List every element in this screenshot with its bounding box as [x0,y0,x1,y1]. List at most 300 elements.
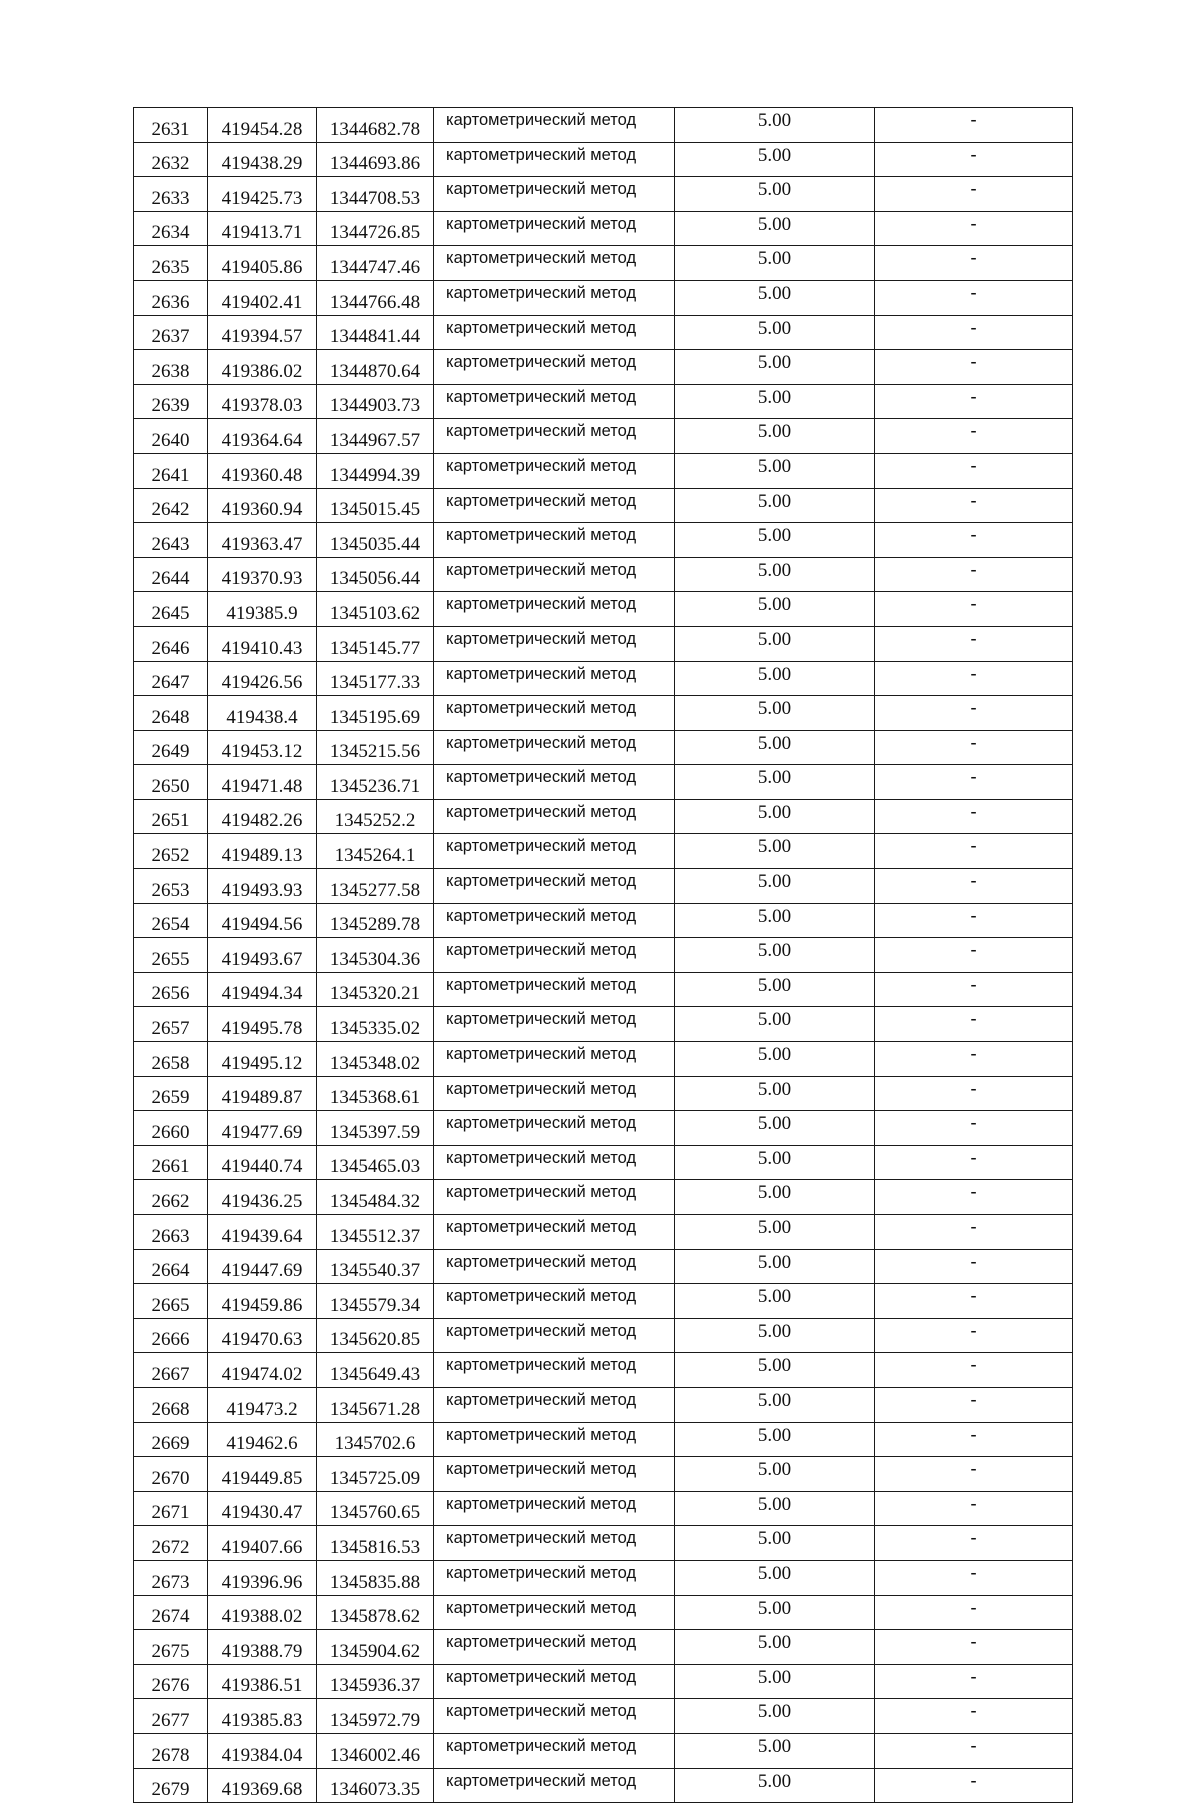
table-row [134,661,1073,696]
table-row [134,626,1073,661]
table-row [134,1733,1073,1768]
x-coordinate-cell: 419494.34 [208,972,317,1007]
table-row [134,1699,1073,1734]
extra-cell: - [875,1664,1073,1699]
point-number-cell: 2647 [134,661,208,696]
method-cell: картометрический метод [434,1733,675,1768]
extra-cell: - [875,488,1073,523]
method-cell: картометрический метод [434,938,675,973]
extra-cell: - [875,1595,1073,1630]
x-coordinate-cell: 419402.41 [208,280,317,315]
method-cell: картометрический метод [434,1768,675,1803]
table-row [134,1007,1073,1042]
y-coordinate-cell: 1344967.57 [317,419,434,454]
x-coordinate-cell: 419453.12 [208,730,317,765]
x-coordinate-cell: 419462.6 [208,1422,317,1457]
table-row [134,1387,1073,1422]
accuracy-cell: 5.00 [675,1560,875,1595]
table-row [134,1353,1073,1388]
extra-cell: - [875,972,1073,1007]
point-number-cell: 2676 [134,1664,208,1699]
extra-cell: - [875,1733,1073,1768]
table-row [134,453,1073,488]
extra-cell: - [875,108,1073,143]
point-number-cell: 2643 [134,523,208,558]
extra-cell: - [875,315,1073,350]
accuracy-cell: 5.00 [675,1180,875,1215]
extra-cell: - [875,246,1073,281]
extra-cell: - [875,1318,1073,1353]
accuracy-cell: 5.00 [675,384,875,419]
y-coordinate-cell: 1345835.88 [317,1560,434,1595]
method-cell: картометрический метод [434,1664,675,1699]
accuracy-cell: 5.00 [675,972,875,1007]
y-coordinate-cell: 1345936.37 [317,1664,434,1699]
accuracy-cell: 5.00 [675,246,875,281]
point-number-cell: 2640 [134,419,208,454]
table-row [134,834,1073,869]
point-number-cell: 2644 [134,557,208,592]
extra-cell: - [875,869,1073,904]
x-coordinate-cell: 419360.48 [208,453,317,488]
point-number-cell: 2652 [134,834,208,869]
method-cell: картометрический метод [434,592,675,627]
point-number-cell: 2636 [134,280,208,315]
x-coordinate-cell: 419426.56 [208,661,317,696]
method-cell: картометрический метод [434,1699,675,1734]
method-cell: картометрический метод [434,1284,675,1319]
table-row [134,869,1073,904]
point-number-cell: 2651 [134,799,208,834]
method-cell: картометрический метод [434,523,675,558]
method-cell: картометрический метод [434,1353,675,1388]
accuracy-cell: 5.00 [675,1215,875,1250]
point-number-cell: 2677 [134,1699,208,1734]
y-coordinate-cell: 1345465.03 [317,1145,434,1180]
extra-cell: - [875,1768,1073,1803]
extra-cell: - [875,834,1073,869]
x-coordinate-cell: 419495.78 [208,1007,317,1042]
x-coordinate-cell: 419384.04 [208,1733,317,1768]
method-cell: картометрический метод [434,419,675,454]
table-row [134,903,1073,938]
accuracy-cell: 5.00 [675,1699,875,1734]
x-coordinate-cell: 419386.02 [208,350,317,385]
table-row [134,592,1073,627]
accuracy-cell: 5.00 [675,419,875,454]
extra-cell: - [875,1422,1073,1457]
y-coordinate-cell: 1344841.44 [317,315,434,350]
point-number-cell: 2666 [134,1318,208,1353]
extra-cell: - [875,592,1073,627]
point-number-cell: 2664 [134,1249,208,1284]
method-cell: картометрический метод [434,903,675,938]
accuracy-cell: 5.00 [675,315,875,350]
method-cell: картометрический метод [434,557,675,592]
y-coordinate-cell: 1344747.46 [317,246,434,281]
point-number-cell: 2660 [134,1111,208,1146]
x-coordinate-cell: 419440.74 [208,1145,317,1180]
point-number-cell: 2655 [134,938,208,973]
accuracy-cell: 5.00 [675,799,875,834]
table-row [134,1595,1073,1630]
method-cell: картометрический метод [434,1042,675,1077]
x-coordinate-cell: 419489.87 [208,1076,317,1111]
method-cell: картометрический метод [434,350,675,385]
table-row [134,765,1073,800]
accuracy-cell: 5.00 [675,1595,875,1630]
extra-cell: - [875,661,1073,696]
point-number-cell: 2673 [134,1560,208,1595]
point-number-cell: 2658 [134,1042,208,1077]
y-coordinate-cell: 1345702.6 [317,1422,434,1457]
x-coordinate-cell: 419471.48 [208,765,317,800]
method-cell: картометрический метод [434,730,675,765]
extra-cell: - [875,1491,1073,1526]
method-cell: картометрический метод [434,1560,675,1595]
x-coordinate-cell: 419482.26 [208,799,317,834]
table-row [134,108,1073,143]
point-number-cell: 2646 [134,626,208,661]
point-number-cell: 2668 [134,1387,208,1422]
accuracy-cell: 5.00 [675,1284,875,1319]
accuracy-cell: 5.00 [675,488,875,523]
extra-cell: - [875,1699,1073,1734]
point-number-cell: 2654 [134,903,208,938]
x-coordinate-cell: 419438.4 [208,696,317,731]
y-coordinate-cell: 1345972.79 [317,1699,434,1734]
accuracy-cell: 5.00 [675,1664,875,1699]
extra-cell: - [875,765,1073,800]
point-number-cell: 2667 [134,1353,208,1388]
table-row [134,1042,1073,1077]
table-row [134,1111,1073,1146]
table-row [134,1491,1073,1526]
extra-cell: - [875,1007,1073,1042]
table-row [134,350,1073,385]
method-cell: картометрический метод [434,1215,675,1250]
coordinates-table [133,107,1073,1803]
y-coordinate-cell: 1345335.02 [317,1007,434,1042]
table-row [134,1422,1073,1457]
extra-cell: - [875,903,1073,938]
method-cell: картометрический метод [434,626,675,661]
point-number-cell: 2635 [134,246,208,281]
x-coordinate-cell: 419489.13 [208,834,317,869]
method-cell: картометрический метод [434,1422,675,1457]
accuracy-cell: 5.00 [675,1318,875,1353]
accuracy-cell: 5.00 [675,1768,875,1803]
point-number-cell: 2669 [134,1422,208,1457]
accuracy-cell: 5.00 [675,661,875,696]
y-coordinate-cell: 1344870.64 [317,350,434,385]
method-cell: картометрический метод [434,1595,675,1630]
method-cell: картометрический метод [434,1457,675,1492]
table-row [134,1180,1073,1215]
point-number-cell: 2639 [134,384,208,419]
table-row [134,1630,1073,1665]
accuracy-cell: 5.00 [675,350,875,385]
table-row [134,1526,1073,1561]
method-cell: картометрический метод [434,1111,675,1146]
y-coordinate-cell: 1344994.39 [317,453,434,488]
point-number-cell: 2663 [134,1215,208,1250]
method-cell: картометрический метод [434,696,675,731]
y-coordinate-cell: 1345145.77 [317,626,434,661]
method-cell: картометрический метод [434,1630,675,1665]
extra-cell: - [875,280,1073,315]
y-coordinate-cell: 1346002.46 [317,1733,434,1768]
accuracy-cell: 5.00 [675,1387,875,1422]
y-coordinate-cell: 1345236.71 [317,765,434,800]
x-coordinate-cell: 419454.28 [208,108,317,143]
method-cell: картометрический метод [434,211,675,246]
accuracy-cell: 5.00 [675,730,875,765]
y-coordinate-cell: 1345368.61 [317,1076,434,1111]
extra-cell: - [875,1526,1073,1561]
extra-cell: - [875,1111,1073,1146]
method-cell: картометрический метод [434,1076,675,1111]
y-coordinate-cell: 1345725.09 [317,1457,434,1492]
x-coordinate-cell: 419388.79 [208,1630,317,1665]
method-cell: картометрический метод [434,280,675,315]
point-number-cell: 2650 [134,765,208,800]
table-row [134,1249,1073,1284]
extra-cell: - [875,211,1073,246]
table-row [134,1457,1073,1492]
point-number-cell: 2679 [134,1768,208,1803]
x-coordinate-cell: 419405.86 [208,246,317,281]
x-coordinate-cell: 419495.12 [208,1042,317,1077]
extra-cell: - [875,1560,1073,1595]
accuracy-cell: 5.00 [675,1491,875,1526]
point-number-cell: 2657 [134,1007,208,1042]
point-number-cell: 2638 [134,350,208,385]
accuracy-cell: 5.00 [675,557,875,592]
y-coordinate-cell: 1345252.2 [317,799,434,834]
table-row [134,557,1073,592]
y-coordinate-cell: 1345816.53 [317,1526,434,1561]
x-coordinate-cell: 419474.02 [208,1353,317,1388]
accuracy-cell: 5.00 [675,280,875,315]
y-coordinate-cell: 1345620.85 [317,1318,434,1353]
accuracy-cell: 5.00 [675,177,875,212]
extra-cell: - [875,1042,1073,1077]
table-row [134,211,1073,246]
y-coordinate-cell: 1345904.62 [317,1630,434,1665]
table-row [134,142,1073,177]
y-coordinate-cell: 1345671.28 [317,1387,434,1422]
extra-cell: - [875,1353,1073,1388]
method-cell: картометрический метод [434,108,675,143]
method-cell: картометрический метод [434,661,675,696]
accuracy-cell: 5.00 [675,592,875,627]
point-number-cell: 2648 [134,696,208,731]
extra-cell: - [875,1180,1073,1215]
point-number-cell: 2661 [134,1145,208,1180]
x-coordinate-cell: 419386.51 [208,1664,317,1699]
accuracy-cell: 5.00 [675,1630,875,1665]
x-coordinate-cell: 419369.68 [208,1768,317,1803]
accuracy-cell: 5.00 [675,1457,875,1492]
method-cell: картометрический метод [434,1491,675,1526]
x-coordinate-cell: 419425.73 [208,177,317,212]
y-coordinate-cell: 1345215.56 [317,730,434,765]
x-coordinate-cell: 419447.69 [208,1249,317,1284]
y-coordinate-cell: 1345177.33 [317,661,434,696]
y-coordinate-cell: 1344903.73 [317,384,434,419]
extra-cell: - [875,384,1073,419]
x-coordinate-cell: 419385.83 [208,1699,317,1734]
method-cell: картометрический метод [434,1249,675,1284]
y-coordinate-cell: 1344693.86 [317,142,434,177]
table-row [134,1768,1073,1803]
extra-cell: - [875,419,1073,454]
x-coordinate-cell: 419459.86 [208,1284,317,1319]
x-coordinate-cell: 419473.2 [208,1387,317,1422]
x-coordinate-cell: 419493.93 [208,869,317,904]
point-number-cell: 2656 [134,972,208,1007]
y-coordinate-cell: 1345277.58 [317,869,434,904]
x-coordinate-cell: 419436.25 [208,1180,317,1215]
accuracy-cell: 5.00 [675,1145,875,1180]
y-coordinate-cell: 1345304.36 [317,938,434,973]
extra-cell: - [875,1457,1073,1492]
x-coordinate-cell: 419385.9 [208,592,317,627]
point-number-cell: 2633 [134,177,208,212]
y-coordinate-cell: 1345760.65 [317,1491,434,1526]
extra-cell: - [875,1215,1073,1250]
accuracy-cell: 5.00 [675,1111,875,1146]
accuracy-cell: 5.00 [675,142,875,177]
table-row [134,1076,1073,1111]
method-cell: картометрический метод [434,1526,675,1561]
point-number-cell: 2637 [134,315,208,350]
table-row [134,972,1073,1007]
y-coordinate-cell: 1345579.34 [317,1284,434,1319]
accuracy-cell: 5.00 [675,523,875,558]
table-row [134,1560,1073,1595]
extra-cell: - [875,142,1073,177]
accuracy-cell: 5.00 [675,903,875,938]
x-coordinate-cell: 419438.29 [208,142,317,177]
point-number-cell: 2659 [134,1076,208,1111]
point-number-cell: 2649 [134,730,208,765]
method-cell: картометрический метод [434,972,675,1007]
table-row [134,938,1073,973]
point-number-cell: 2670 [134,1457,208,1492]
x-coordinate-cell: 419493.67 [208,938,317,973]
table-row [134,730,1073,765]
accuracy-cell: 5.00 [675,869,875,904]
point-number-cell: 2653 [134,869,208,904]
y-coordinate-cell: 1345878.62 [317,1595,434,1630]
point-number-cell: 2665 [134,1284,208,1319]
point-number-cell: 2641 [134,453,208,488]
point-number-cell: 2672 [134,1526,208,1561]
accuracy-cell: 5.00 [675,453,875,488]
extra-cell: - [875,1076,1073,1111]
y-coordinate-cell: 1344708.53 [317,177,434,212]
extra-cell: - [875,350,1073,385]
x-coordinate-cell: 419413.71 [208,211,317,246]
y-coordinate-cell: 1345035.44 [317,523,434,558]
table-row [134,1215,1073,1250]
y-coordinate-cell: 1345015.45 [317,488,434,523]
accuracy-cell: 5.00 [675,1042,875,1077]
x-coordinate-cell: 419477.69 [208,1111,317,1146]
table-row [134,1145,1073,1180]
accuracy-cell: 5.00 [675,1007,875,1042]
x-coordinate-cell: 419410.43 [208,626,317,661]
coordinates-table-body [134,108,1073,1803]
method-cell: картометрический метод [434,799,675,834]
x-coordinate-cell: 419363.47 [208,523,317,558]
point-number-cell: 2632 [134,142,208,177]
extra-cell: - [875,1387,1073,1422]
table-row [134,696,1073,731]
y-coordinate-cell: 1345484.32 [317,1180,434,1215]
x-coordinate-cell: 419378.03 [208,384,317,419]
extra-cell: - [875,1284,1073,1319]
y-coordinate-cell: 1346073.35 [317,1768,434,1803]
accuracy-cell: 5.00 [675,1733,875,1768]
point-number-cell: 2678 [134,1733,208,1768]
extra-cell: - [875,557,1073,592]
x-coordinate-cell: 419388.02 [208,1595,317,1630]
extra-cell: - [875,453,1073,488]
extra-cell: - [875,1630,1073,1665]
x-coordinate-cell: 419430.47 [208,1491,317,1526]
accuracy-cell: 5.00 [675,765,875,800]
y-coordinate-cell: 1345289.78 [317,903,434,938]
x-coordinate-cell: 419394.57 [208,315,317,350]
y-coordinate-cell: 1345264.1 [317,834,434,869]
method-cell: картометрический метод [434,869,675,904]
method-cell: картометрический метод [434,488,675,523]
table-row [134,523,1073,558]
x-coordinate-cell: 419407.66 [208,1526,317,1561]
y-coordinate-cell: 1344682.78 [317,108,434,143]
method-cell: картометрический метод [434,1007,675,1042]
y-coordinate-cell: 1344766.48 [317,280,434,315]
table-row [134,419,1073,454]
x-coordinate-cell: 419449.85 [208,1457,317,1492]
y-coordinate-cell: 1345348.02 [317,1042,434,1077]
point-number-cell: 2671 [134,1491,208,1526]
table-row [134,799,1073,834]
accuracy-cell: 5.00 [675,696,875,731]
y-coordinate-cell: 1345103.62 [317,592,434,627]
table-row [134,246,1073,281]
y-coordinate-cell: 1345512.37 [317,1215,434,1250]
table-row [134,1664,1073,1699]
method-cell: картометрический метод [434,1180,675,1215]
x-coordinate-cell: 419396.96 [208,1560,317,1595]
table-row [134,384,1073,419]
extra-cell: - [875,938,1073,973]
method-cell: картометрический метод [434,1318,675,1353]
point-number-cell: 2662 [134,1180,208,1215]
method-cell: картометрический метод [434,834,675,869]
extra-cell: - [875,730,1073,765]
accuracy-cell: 5.00 [675,1076,875,1111]
accuracy-cell: 5.00 [675,626,875,661]
y-coordinate-cell: 1345320.21 [317,972,434,1007]
y-coordinate-cell: 1344726.85 [317,211,434,246]
accuracy-cell: 5.00 [675,1353,875,1388]
accuracy-cell: 5.00 [675,1526,875,1561]
